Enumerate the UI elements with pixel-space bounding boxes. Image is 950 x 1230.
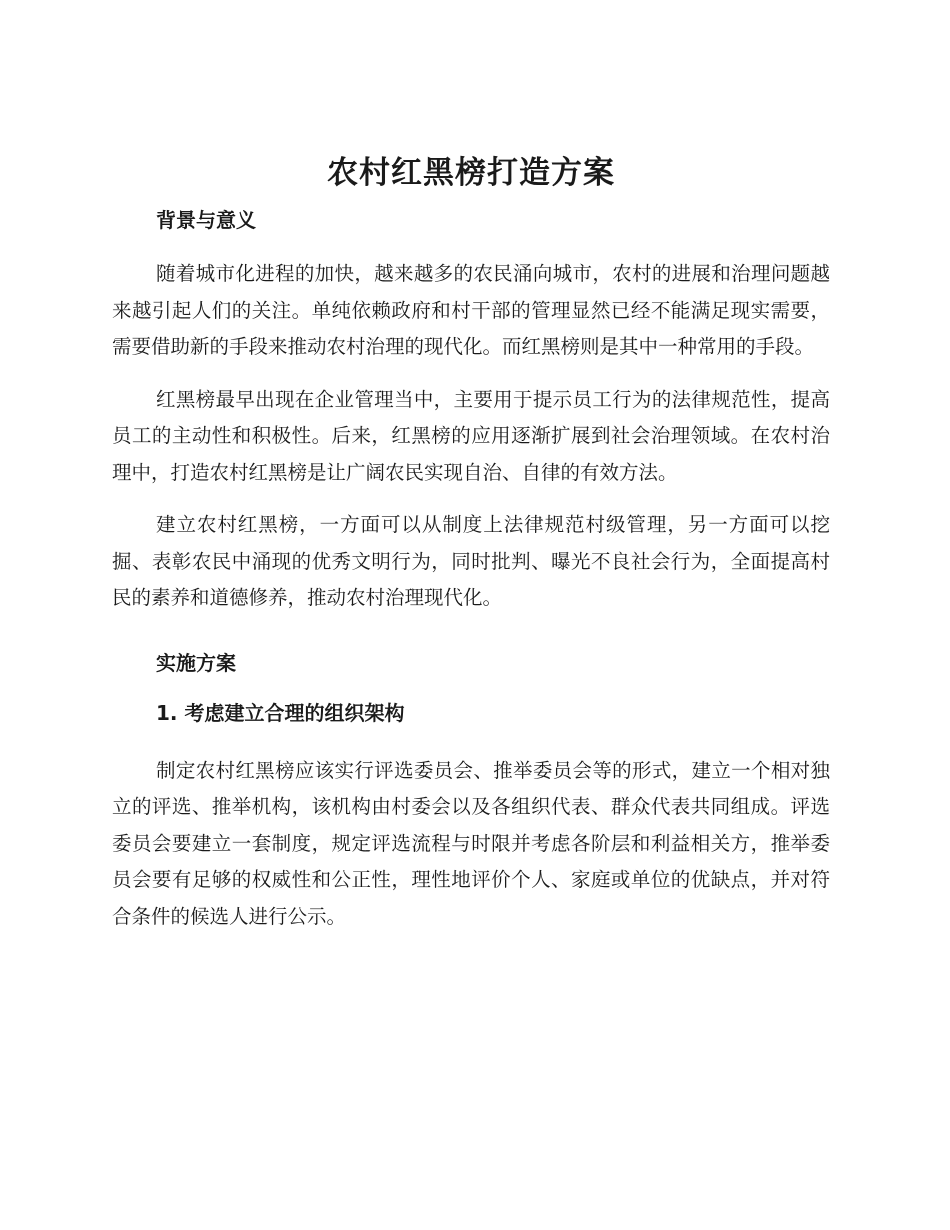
section-heading-implementation: 实施方案 xyxy=(156,650,236,675)
document-page xyxy=(112,150,830,951)
body-paragraph: 制定农村红黑榜应该实行评选委员会、推举委员会等的形式，建立一个相对独立的评选、推举机构，该机构由村委会以及各组织代表、群众代表共同组成。评选委员会要建立一套制度，规定评选流程与时限并考虑各阶层和利益相关方，推举委员会要有足够的权威性和公正性，理性地评价个人、家庭或单位的优缺点，并对符合条件的候选人进行公示。 xyxy=(112,758,830,928)
document-title: 农村红黑榜打造方案 xyxy=(327,155,615,191)
body-paragraph: 随着城市化进程的加快，越来越多的农民涌向城市，农村的进展和治理问题越来越引起人们的关注。单纯依赖政府和村干部的管理显然已经不能满足现实需要，需要借助新的手段来推动农村治理的现代化。而红黑榜则是其中一种常用的手段。 xyxy=(112,262,830,358)
body-paragraph: 建立农村红黑榜，一方面可以从制度上法律规范村级管理，另一方面可以挖掘、表彰农民中涌现的优秀文明行为，同时批判、曝光不良社会行为，全面提高村民的素养和道德修养，推动农村治理现代化。 xyxy=(112,513,830,609)
subsection-heading-organization: 1. 考虑建立合理的组织架构 xyxy=(156,700,405,725)
body-paragraph: 红黑榜最早出现在企业管理当中，主要用于提示员工行为的法律规范性，提高员工的主动性和积极性。后来，红黑榜的应用逐渐扩展到社会治理领域。在农村治理中，打造农村红黑榜是让广阔农民实现自治、自律的有效方法。 xyxy=(112,387,830,484)
section-heading-background: 背景与意义 xyxy=(156,208,256,232)
